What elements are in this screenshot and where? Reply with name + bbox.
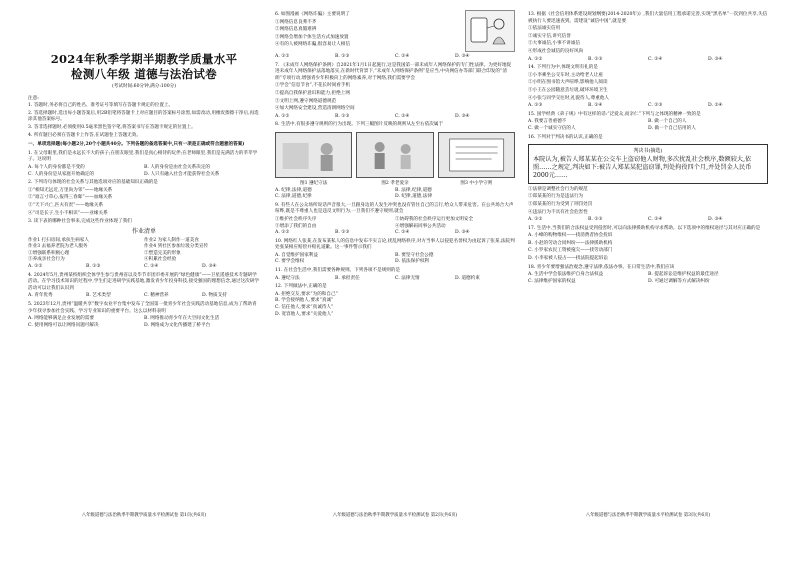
option: D. 道德约束 <box>455 275 480 281</box>
question-9: 9. 有些人在公众场所说话声音很大,一旦跟身边的人发生冲突也没有管住自己的言行,给众人带来危害。在公共场合大声喧哗,既是不尊重人也是违反文明行为,一旦我们不遵守规则,就会 <box>275 202 514 215</box>
choice: C. 精神营养 <box>144 293 169 299</box>
question-11-options <box>275 276 515 283</box>
statement: ②网络信息真假难辨 <box>275 27 317 33</box>
choice: B. ①③ <box>588 56 603 62</box>
question-8-options <box>275 188 515 201</box>
question-16-choices <box>528 217 768 224</box>
column-3 <box>528 10 768 510</box>
option: A. 每个人的身份都是不变的 <box>28 164 85 170</box>
option: D. 做一个自己信用的人 <box>648 125 696 131</box>
choice: A. ①② <box>275 113 290 119</box>
statement: ②提高自我保护意识和能力,拒绝上网 <box>275 90 350 96</box>
title-line-1: 2024年秋季学期半期教学质量水平 <box>50 52 238 66</box>
choice: D. 物质支持 <box>202 293 227 299</box>
statement: ②塑造完美的形象 <box>144 250 181 256</box>
choice: D. ③④ <box>202 264 217 270</box>
option: A. 自觉维护国家利益 <box>275 252 318 258</box>
question-14: 14. 下列行为中,体现文明有礼的是 <box>528 65 598 71</box>
choice: B. 艺术类型 <box>86 293 111 299</box>
homework-item: 作业2 为家人制作一道美食 <box>144 237 199 243</box>
choice: C. ②④ <box>648 217 663 223</box>
question-3-statements <box>28 251 260 264</box>
statement: ④加大网络安全建设,营造清朗网络空间 <box>275 106 355 112</box>
choice: C. ②④ <box>144 264 159 270</box>
question-12: 12. 下列做法中,正确的是 <box>275 284 327 290</box>
option: A. 我要言善重德不 <box>528 119 567 125</box>
statement: ②“谁言寸草心,报得三春晖”——血缘关系 <box>28 195 113 201</box>
option: B. 人的身份是由社会关系决定的 <box>144 164 211 170</box>
statement: ②妨碍我的社会秩序运行更加文明安全 <box>395 216 474 222</box>
option: A. 遵纪守法 <box>275 275 300 281</box>
statement: ①维护社会秩序失序 <box>275 216 317 222</box>
question-18-options <box>528 272 768 285</box>
choice: D. 网络成为文化传播建了桥平台 <box>144 322 211 328</box>
question-7: 7. 《未成年人网络保护条例》自2021年1月1日起施行,这是我国第一部未成年人网络保护的专门性法律。为更好地促进未成年人网络保护法落地落实,在新时代背景下,“未成年人网络保护条例”是应当,中央网信办等部门联合印发的“清朗”专项行动,增强青少年积极向上的网络素养,对于网络,我们需要学会 <box>275 62 512 81</box>
note-item: 2. 答选择题时,选出每小题答案后,用2B铅笔将答题卡上对应题目的答案标号涂黑,如需改动,用橡皮擦擦干净后,再选涂其他答案标号。 <box>28 110 259 123</box>
choice: B. ①④ <box>588 103 603 109</box>
statement: ①学会“信息节食”,不花长时间看手机 <box>275 83 351 89</box>
statement: ③增添了我们的自由 <box>275 223 317 229</box>
caption: 图1 遵纪守法 <box>299 180 328 186</box>
page-footer: 八年级道德与法治秋季半期教学质量水平检测试卷 第2页(共6页) <box>332 513 458 518</box>
choice: B. 网络推动青少年在大空间文化生活 <box>144 316 220 322</box>
statement: ④有的人被网络诈骗,很容易让人相信 <box>275 42 350 48</box>
question-5-choices <box>28 316 260 329</box>
choice: B. ①③ <box>588 217 603 223</box>
question-6: 6. 如图漫画《网络诈骗》主要说明了 <box>275 12 350 17</box>
statement: ①“相知无远近,万里尚为邻”——地缘关系 <box>28 187 113 193</box>
homework-item: 作业1 打扫房间,承扶生病家人 <box>28 237 89 243</box>
statement: ②小明在图书馆大声喧哗,影响他人阅读 <box>528 80 608 86</box>
choice: C. 使用网络可以让网络问题可解决 <box>28 322 99 328</box>
fraud-cartoon-image <box>465 10 515 52</box>
exam-info: (考试时间:60分钟,满分:100分) <box>111 84 177 89</box>
question-8: 8. 生活中,有很多遵守规则的行为出现。下列三幅图片反映的规则从左至右依次属于 <box>275 122 444 128</box>
option: B. 法律,纪律,道德 <box>395 187 432 193</box>
statement: ④增强解码同事公共活动 <box>395 223 446 229</box>
option: A. 纪律,法律,道德 <box>275 187 312 193</box>
verdict-text: 本院认为,被告人郑某某在公交车上盗窃他人财物,多次扰乱社会秩序,数额较大,依照……之规定,判决如下:被告人郑某某犯盗窃罪,判处拘役四个月,并处罚金人民币2000元…… <box>533 155 752 180</box>
choice: A. 网络能够满足企业发展的需要 <box>28 316 94 322</box>
question-9-statements <box>275 217 515 230</box>
statement: ①增强联系积极心理 <box>28 250 70 256</box>
option: C. 小罗家农民工资被拖欠——找劳动部门 <box>528 248 613 254</box>
question-10: 10. 网络红人张某,在发布某私人的信息中发布不实言论,扰乱网络秩序,对方当事人以侵犯名誉权为由起诉了张某,法院判处张某相应赔偿并赔礼道歉。这一事件警示我们 <box>275 238 515 251</box>
statement: ③大事诚信,小事不讲诚信 <box>528 41 580 47</box>
homework-item: 作业3 去福养老院为老人服务 <box>28 244 88 250</box>
choice: C. ②④ <box>395 230 410 236</box>
verdict-box <box>528 144 768 184</box>
statement: ③“天下兴亡,匹夫有责”——地缘关系 <box>28 202 104 208</box>
column-1 <box>28 10 260 510</box>
choice: A. ①② <box>275 230 290 236</box>
statement: ③养成亲社会行为 <box>28 257 65 263</box>
question-4-choices <box>28 293 260 300</box>
choice: A. ①② <box>28 264 43 270</box>
option: B. 小赵的劳动合同纠纷——法律援助机构 <box>528 240 613 246</box>
statement: ②郑某某的行为是违法行为 <box>528 194 584 200</box>
question-18: 18. 青少年要增强法治观念,遵守法律,依法办事。在日常生活中,我们应该 <box>528 264 675 270</box>
option: D. 可通过调解等方式解决纠纷 <box>648 278 710 284</box>
caption: 图2 孝老爱亲 <box>381 180 409 186</box>
option: B. 承担责任 <box>335 275 360 281</box>
option: B. 做一个自己的人 <box>648 119 687 125</box>
question-2: 2. 下列诗句体现的社会关系与其他选项对应的基础知识正确的是 <box>28 180 158 186</box>
choice: B. ①③ <box>86 264 101 270</box>
rule-pictures <box>275 132 515 178</box>
choice: A. 青年优秀 <box>28 293 53 299</box>
option: B. 要坚守社会公德 <box>395 252 434 258</box>
homework-item: 作业4 到社区参加垃圾分类宣传 <box>144 244 209 250</box>
choice: D. ②④ <box>708 103 723 109</box>
homework-list <box>28 238 260 251</box>
choice: B. ①③ <box>335 113 350 119</box>
statement: ①网络信息良莠不齐 <box>275 19 317 25</box>
statement: ④“司是长子,生小不相识”——业缘关系 <box>28 210 108 216</box>
statement: ③网络会增加个体生活方式加速放置 <box>275 34 349 40</box>
option: C. 信任他人,要求“真诚待人” <box>275 305 334 311</box>
option: C. 法律,道德,纪律 <box>275 194 312 200</box>
statement: ④形成社会诚信的良好风尚 <box>528 48 584 54</box>
statement: ①小李乘坐公交车时,主动给老人让座 <box>528 72 603 78</box>
choice: D. ③④ <box>455 230 470 236</box>
notes-label: 注意: <box>28 95 39 101</box>
question-9-choices <box>275 230 515 237</box>
question-6-choices <box>275 54 515 61</box>
choice: C. ②③ <box>648 103 663 109</box>
question-5: 5. 2023年12月,贵州“温暖共享”数字农业平台集中发布了全国第一批青少年社会实践活动基地信息,成为了帮助青少年找寻参加社会实践、学习专业知识的重要平台。这么以材料表明 <box>28 302 257 314</box>
option: C. 要学会维权 <box>275 259 305 265</box>
option: C. 人的身份是从家庭开始确定的 <box>28 171 94 177</box>
question-12-options <box>275 292 515 318</box>
choice: A. ①③ <box>528 103 543 109</box>
homework-title: 作业清单 <box>131 227 156 235</box>
statement: ④违法行为不具有社会危害性 <box>528 209 588 215</box>
question-17: 17. 生活中,当我们的合法权益受到侵害时,可以向法律援助机构寻求帮助。以下选项中的维权途径与其对应正确的是 <box>528 225 761 231</box>
question-10-options <box>275 253 515 266</box>
question-13-choices <box>528 57 768 64</box>
choice: D. ③④ <box>708 56 723 62</box>
column-2 <box>275 10 515 510</box>
question-15: 15. 国学经典《弟子规》中有这样的话:“泛爱众,而亲仁”下列与之体现的精神一致的是 <box>528 111 701 117</box>
question-1-options <box>28 165 260 178</box>
statement: ①依法诚实信用 <box>528 26 561 32</box>
verdict-title: 判决书(摘选) <box>633 148 663 155</box>
statement: ④小张与同学交往时,礼貌待人,尊重他人 <box>528 95 610 101</box>
exam-title <box>28 52 260 82</box>
choice: C. ②④ <box>648 56 663 62</box>
option: D. 人只有融入社会才能获得社会关系 <box>144 171 220 177</box>
question-14-choices <box>528 103 768 110</box>
option: D. 小李家被人侵占——找法院提起诉讼 <box>528 256 608 262</box>
statement: ③郑某某的行为受到了刑罚处罚 <box>528 201 593 207</box>
choice: D. ③④ <box>455 113 470 119</box>
choice: B. ①③ <box>335 230 350 236</box>
statement: ③文明上网,遵守网络道德规范 <box>275 98 337 104</box>
option: A. 小峰的购物维权——找消费者协会投诉 <box>528 233 613 239</box>
question-13: 13. 根据《社会信用体系建设规划纲要(2014-2020年)》,我们大量信用工程承诺完善,实现“黑名单”一次到位共享,失信被执行人要迅速查到。需建设“诚信中国”,就是要 <box>528 12 768 24</box>
option: A. 生活中学会依法维护自身合法权益 <box>528 272 604 278</box>
statement: ①法律是调整社会行为的规范 <box>528 186 588 192</box>
question-7-choices <box>275 114 515 121</box>
question-1: 1. 在父母眼里,我们是永远长不大的孩子;在朋友眼里,我们是真心相待的玩伴;在老师眼里,我们是充满活力的莘莘学子。这说明 <box>28 150 258 163</box>
question-3: 3. 读下表的哪种社会事来,完成这些作业体现了我们 <box>28 219 132 225</box>
choice: A. ①② <box>528 56 543 62</box>
picture-2 <box>356 132 433 178</box>
choice: C. ②④ <box>395 113 410 119</box>
picture-captions <box>275 181 515 188</box>
page-footer: 八年级道德与法治秋季半期教学质量水平检测试卷 第3页(共6页) <box>585 513 711 518</box>
option: C. 做一个诚实守信的人 <box>528 125 576 131</box>
option: C. 法律维护国家的权益 <box>528 278 576 284</box>
question-3-choices <box>28 264 260 271</box>
choice: B. ①③ <box>335 54 350 59</box>
picture-3 <box>438 132 515 178</box>
statement: ②诚实守信,讲究信誉 <box>528 33 571 39</box>
choice: D. ③④ <box>708 217 723 223</box>
note-item: 3. 答非选择题时,必须使用0.5毫米黑色签字笔,将答案书写在答题卡规定的位置上。 <box>28 124 196 130</box>
option: C. 法律无情 <box>395 275 420 281</box>
question-16: 16. 下列对于判决书的认识,正确的是 <box>528 134 603 140</box>
choice: A. ①② <box>528 217 543 223</box>
question-15-options <box>528 119 768 132</box>
choice: C. ②④ <box>395 54 410 59</box>
option: B. 提起诉讼是维护权益的最佳途径 <box>648 272 719 278</box>
statement: ③小王在公园随意丢垃圾,破坏环境卫生 <box>528 87 608 93</box>
page-footer: 八年级道德与法治秋季半期教学质量水平检测试卷 第1页(共6页) <box>81 513 207 518</box>
option: D. 纪律,道德,法律 <box>395 194 432 200</box>
option: A. 拒绝交友,要求“为的和自己” <box>275 291 338 297</box>
option: B. 学会接纳他人,要求“真诚” <box>275 298 334 304</box>
title-line-2: 检测八年级 道德与法治试卷 <box>71 67 217 81</box>
statement: ④积累社会经验 <box>144 257 177 263</box>
question-4: 4. 2024年5月,贵州某校组织全体学生参与贵州省以及毕节市团市委开展的“绿色健康”——卫星遥感技术专题研学活动。在学习技术知识的过程中,学生们走进研学实践基地,激发青少年投身科技,接受强国的理想信念,通过这次研学活动可以让我们认识到 <box>28 272 259 291</box>
caption: 图3 中小学守则 <box>460 180 493 186</box>
note-item: 4. 所有题目必须在答题卡上作答,在试题卷上答题无效。 <box>28 132 141 138</box>
note-item: 1. 答题时,务必将自己的姓名、准考证号等填写在答题卡规定的位置上。 <box>28 103 174 109</box>
option: D. 宽容他人,要求“关爱他人” <box>275 311 334 317</box>
choice: D. ③④ <box>455 54 470 59</box>
question-11: 11. 在社会生活中,我们需要各种规则。下列各项不是规则的是 <box>275 268 401 274</box>
option: D. 依法保护权利 <box>395 259 430 265</box>
choice: A. ①② <box>275 54 290 59</box>
picture-1 <box>275 132 352 178</box>
section-heading: 一、单项选择题(每小题2分,20个小题共40分。下列各题的备选答案中,只有一项是正确或符合题意的答案) <box>28 142 245 148</box>
